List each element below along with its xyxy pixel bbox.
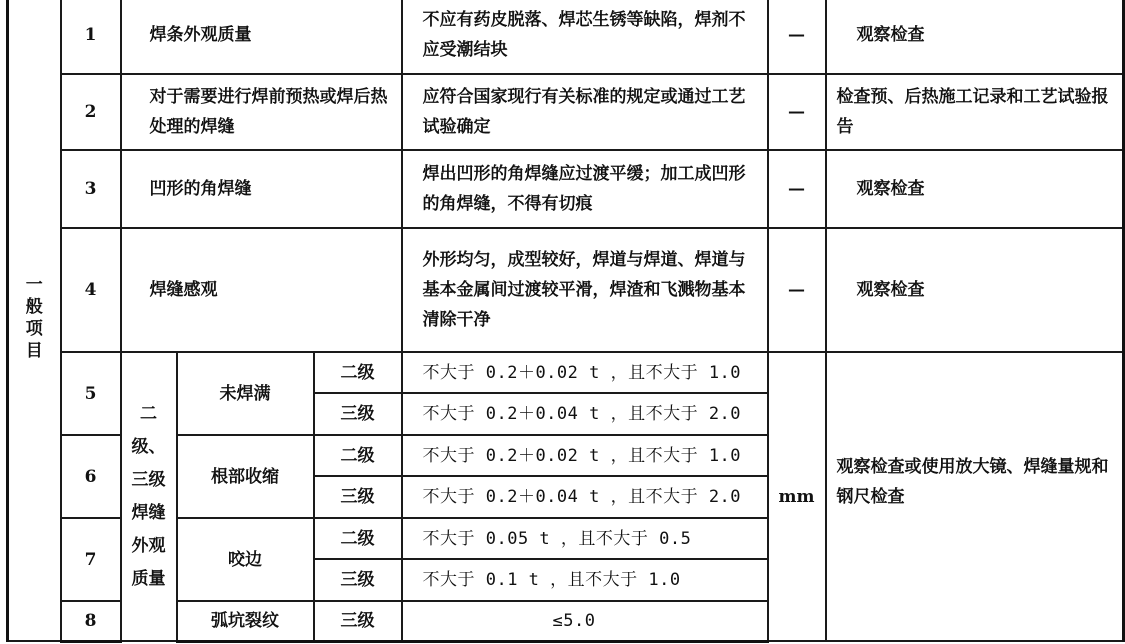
unit-cell: —	[768, 0, 826, 74]
grade-cell: 二级	[314, 518, 402, 559]
row-number: 6	[61, 435, 121, 518]
item-cell: 凹形的角焊缝	[121, 150, 402, 228]
grade-cell: 三级	[314, 559, 402, 601]
table-row	[8, 352, 1124, 393]
item-cell: 焊缝感观	[121, 228, 402, 352]
unit-cell: —	[768, 150, 826, 228]
row-number: 3	[61, 150, 121, 228]
grade-cell: 三级	[314, 393, 402, 435]
value-cell: ≤5.0	[402, 601, 768, 641]
category-cell	[8, 0, 61, 641]
value-cell: 不大于 0.1 t ，且不大于 1.0	[402, 559, 768, 601]
row-number: 2	[61, 74, 121, 150]
value-cell: 不大于 0.2＋0.04 t ，且不大于 2.0	[402, 476, 768, 518]
item-cell: 咬边	[177, 518, 314, 601]
unit-cell: —	[768, 74, 826, 150]
standard-cell: 不应有药皮脱落、焊芯生锈等缺陷，焊剂不应受潮结块	[402, 0, 768, 74]
item-cell: 未焊满	[177, 352, 314, 435]
inspection-cell: 检查预、后热施工记录和工艺试验报告	[826, 74, 1124, 150]
category-char: 般	[25, 297, 43, 317]
item-cell: 弧坑裂纹	[177, 601, 314, 641]
inspection-cell: 观察检查	[826, 150, 1124, 228]
row-number: 8	[61, 601, 121, 641]
item-cell: 焊条外观质量	[121, 0, 402, 74]
inspection-cell: 观察检查	[826, 228, 1124, 352]
value-cell: 不大于 0.05 t ，且不大于 0.5	[402, 518, 768, 559]
standard-cell: 外形均匀，成型较好，焊道与焊道、焊道与基本金属间过渡较平滑，焊渣和飞溅物基本清除干净	[402, 228, 768, 352]
grade-cell: 二级	[314, 352, 402, 393]
value-cell: 不大于 0.2＋0.02 t ，且不大于 1.0	[402, 352, 768, 393]
group-label-cell: 二级、三级焊缝外观质量	[121, 352, 177, 641]
inspection-cell: 观察检查或使用放大镜、焊缝量规和钢尺检查	[826, 352, 1124, 641]
category-char: 目	[25, 341, 43, 361]
grade-cell: 三级	[314, 601, 402, 641]
item-cell: 根部收缩	[177, 435, 314, 518]
table-row	[8, 0, 1124, 74]
standard-cell: 焊出凹形的角焊缝应过渡平缓；加工成凹形的角焊缝，不得有切痕	[402, 150, 768, 228]
row-number: 7	[61, 518, 121, 601]
row-number: 1	[61, 0, 121, 74]
grade-cell: 二级	[314, 435, 402, 476]
standard-cell: 应符合国家现行有关标准的规定或通过工艺试验确定	[402, 74, 768, 150]
table-row	[8, 228, 1124, 352]
table-row	[8, 74, 1124, 150]
category-char: 项	[25, 319, 43, 339]
row-number: 4	[61, 228, 121, 352]
value-cell: 不大于 0.2＋0.04 t ，且不大于 2.0	[402, 393, 768, 435]
unit-cell: mm	[768, 352, 826, 641]
grade-cell: 三级	[314, 476, 402, 518]
value-cell: 不大于 0.2＋0.02 t ，且不大于 1.0	[402, 435, 768, 476]
inspection-cell: 观察检查	[826, 0, 1124, 74]
row-number: 5	[61, 352, 121, 435]
unit-cell: —	[768, 228, 826, 352]
item-cell: 对于需要进行焊前预热或焊后热处理的焊缝	[121, 74, 402, 150]
table-row	[8, 150, 1124, 228]
weld-quality-table	[6, 0, 1125, 643]
category-char: 一	[25, 275, 43, 295]
